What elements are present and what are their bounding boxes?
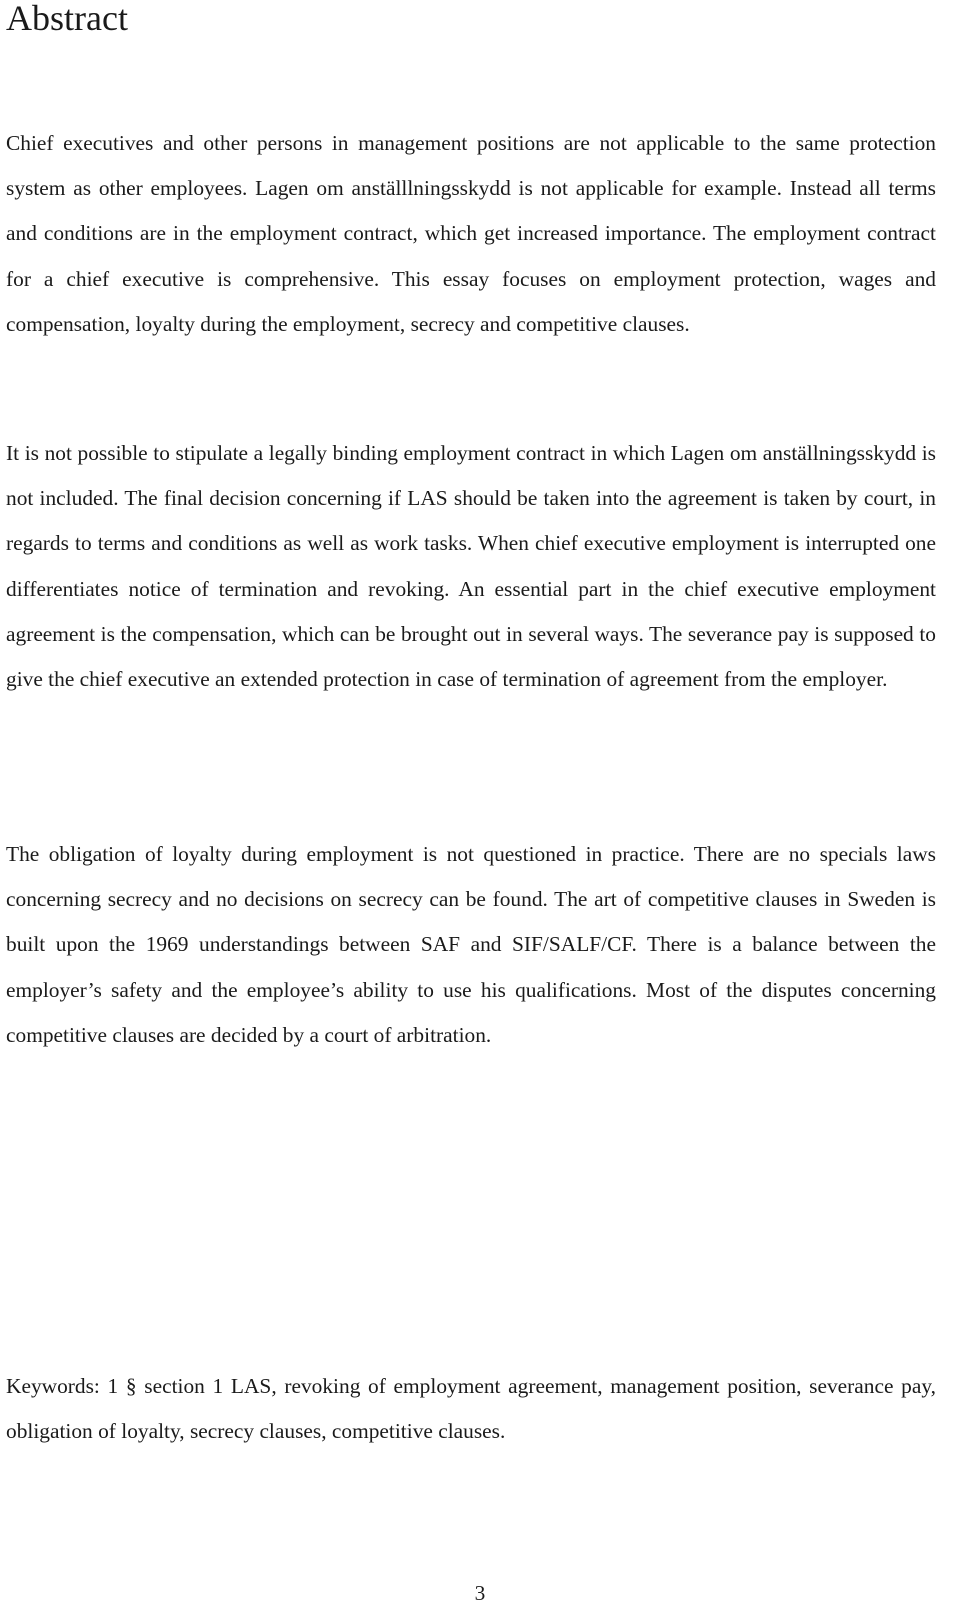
abstract-paragraph-2: It is not possible to stipulate a legally binding employment contract in which Lagen om anställningsskydd is not included. The final decision concerning if LAS should be taken into the agreement is taken by court, in regards to terms and conditions as well as work tasks. When chief executive employment is interrupted one differentiates notice of termination and revoking. An essential part in the chief executive employment agreement is the compensation, which can be brought out in several ways. The severance pay is supposed to give the chief executive an extended protection in case of termination of agreement from the employer. [6, 441, 936, 692]
keywords-paragraph: Keywords: 1 § section 1 LAS, revoking of employment agreement, management position, severance pay, obligation of loyalty, secrecy clauses, competitive clauses. [6, 1374, 936, 1444]
page-number: 3 [474, 1581, 486, 1605]
page-title: Abstract [6, 0, 128, 38]
abstract-paragraph-3: The obligation of loyalty during employment is not questioned in practice. There are no specials laws concerning secrecy and no decisions on secrecy can be found. The art of competitive clauses in Sweden is built upon the 1969 understandings between SAF and SIF/SALF/CF. There is a balance between the employer’s safety and the employee’s ability to use his qualifications. Most of the disputes concerning competitive clauses are decided by a court of arbitration. [6, 842, 936, 1047]
abstract-paragraph-1: Chief executives and other persons in management positions are not applicable to the same protection system as other employees. Lagen om anställlningsskydd is not applicable for example. Instead all terms and conditions are in the employment contract, which get increased importance. The employment contract for a chief executive is comprehensive. This essay focuses on employment protection, wages and compensation, loyalty during the employment, secrecy and competitive clauses. [6, 131, 936, 336]
